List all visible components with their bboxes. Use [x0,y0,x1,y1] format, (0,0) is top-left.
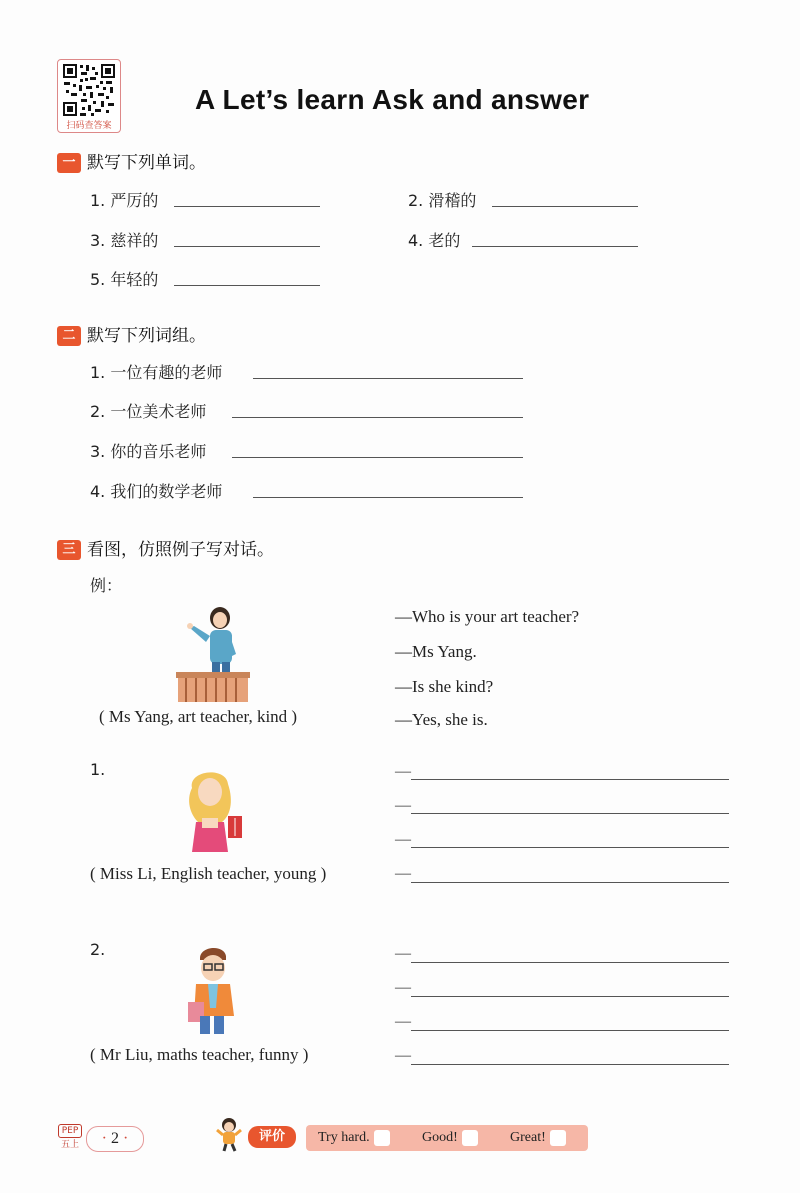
page-title: A Let’s learn Ask and answer [195,84,590,115]
section1-badge: 一 [57,153,81,173]
example-label: 例： [90,576,123,595]
rating-great[interactable] [510,1125,566,1151]
q1-dash-1: — [395,763,411,780]
q1-dash-2: — [395,797,411,814]
pep-badge [58,1124,82,1150]
s1-answer-line-1[interactable] [174,206,320,207]
section2-heading [57,321,206,346]
q2-answer-line-1[interactable] [411,962,729,963]
s2-item-1: 1. 一位有趣的老师 [90,363,223,382]
mr-liu-illustration [184,944,246,1036]
s1-answer-line-2[interactable] [492,206,638,207]
rating-try-hard-checkbox[interactable] [374,1130,390,1146]
q1-dash-3: — [395,831,411,848]
grade-label: 五上 [60,1140,79,1150]
s2-item-4: 4. 我们的数学老师 [90,482,223,501]
s2-answer-line-3[interactable] [232,457,523,458]
q1-answer-line-1[interactable] [411,779,729,780]
rating-great-label: Great! [510,1130,546,1145]
section1-heading [57,148,206,173]
q2-dash-2: — [395,979,411,996]
s1-item-2: 2. 滑稽的 [408,191,477,210]
s2-answer-line-2[interactable] [232,417,523,418]
s2-answer-line-4[interactable] [253,497,523,498]
evaluation-bar [306,1125,588,1151]
q1-number: 1. [90,760,106,779]
s1-answer-line-4[interactable] [472,246,638,247]
q1-caption: ( Miss Li, English teacher, young ) [90,864,327,883]
rating-try-hard-label: Try hard. [318,1130,370,1145]
s1-answer-line-3[interactable] [174,246,320,247]
example-dialog-line-4: —Yes, she is. [395,710,488,729]
q2-answer-line-3[interactable] [411,1030,729,1031]
example-caption: ( Ms Yang, art teacher, kind ) [99,707,298,726]
s1-answer-line-5[interactable] [174,285,320,286]
q2-answer-line-2[interactable] [411,996,729,997]
s2-item-2: 2. 一位美术老师 [90,402,207,421]
qr-pattern [62,63,116,117]
section3-badge: 三 [57,540,81,560]
evaluation-label: 评价 [248,1126,296,1148]
q2-caption: ( Mr Liu, maths teacher, funny ) [90,1045,309,1064]
q1-answer-line-2[interactable] [411,813,729,814]
miss-li-illustration [178,766,250,852]
rating-good-checkbox[interactable] [462,1130,478,1146]
s1-item-5: 5. 年轻的 [90,270,159,289]
section3-heading [57,535,274,560]
q1-answer-line-4[interactable] [411,882,729,883]
q1-dash-4: — [395,865,411,882]
example-dialog-line-3: —Is she kind? [395,677,494,696]
q1-answer-line-3[interactable] [411,847,729,848]
pep-label: PEP [58,1124,82,1138]
q2-dash-4: — [395,1047,411,1064]
section2-badge: 二 [57,326,81,346]
rating-great-checkbox[interactable] [550,1130,566,1146]
section3-heading-text: 看图，仿照例子写对话。 [87,540,274,560]
page-number: 2 [111,1130,119,1147]
s2-answer-line-1[interactable] [253,378,523,379]
example-dialog-line-1: —Who is your art teacher? [395,607,580,626]
q2-answer-line-4[interactable] [411,1064,729,1065]
q2-number: 2. [90,940,106,959]
rating-good-label: Good! [422,1130,458,1145]
s1-item-1: 1. 严厉的 [90,191,159,210]
rating-good[interactable] [422,1125,478,1151]
page-number-badge: · 2 · [86,1126,144,1152]
section2-heading-text: 默写下列词组。 [87,326,206,346]
example-dialog-line-2: —Ms Yang. [395,642,477,661]
section1-heading-text: 默写下列单词。 [87,153,206,173]
qr-caption: 扫码查答案 [66,121,112,131]
rating-try-hard[interactable] [318,1125,390,1151]
mascot-icon [214,1116,244,1152]
q2-dash-3: — [395,1013,411,1030]
teacher-at-desk-illustration [172,602,254,704]
s1-item-3: 3. 慈祥的 [90,231,159,250]
q2-dash-1: — [395,945,411,962]
s2-item-3: 3. 你的音乐老师 [90,442,207,461]
s1-item-4: 4. 老的 [408,231,461,250]
qr-code [57,59,121,133]
